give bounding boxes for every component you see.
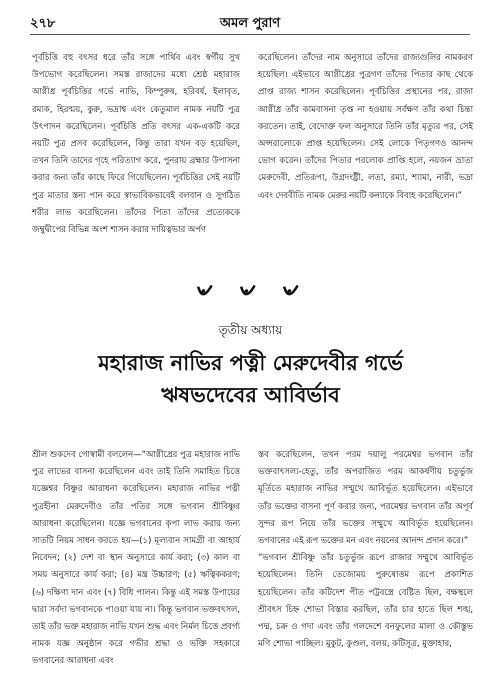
text-column-top-right [258, 50, 473, 205]
paragraph: করেছিলেন। তাঁদের নাম অনুসারে তাঁদের রাজ্যগুলির নামকরণ হয়েছিল। এইভাবে আগ্নীধ্রের পুত্রগণ তাঁদের পিতার কাছ থেকে প্রাপ্ত রাজ্য শাসন করেছিলেন। পূর্বচিত্তির প্রস্থানের পর, রাজা আগ্নীধ্র তাঁর কামবাসনা তৃপ্ত না হওয়ায় সর্বক্ষণ তাঁর কথা চিন্তা করতেন। তাই, বেদোক্ত ফল অনুসারে তিনি তাঁর মৃত্যুর পর, সেই অপ্সরালোকে প্রাপ্ত হয়েছিলেন। সেই লোকে পিতৃগণও আনন্দ ভোগ করেন। তাঁদের পিতার পরলোক প্রাপ্তি হলে, নয়জন ভ্রাতা মেরুদেবী, প্রতিরূপা, উগ্রদংষ্ট্রী, লতা, রম্যা, শ্যামা, নারী, ভদ্রা এবং দেববীতি নামক মেরুর নয়টি কন্যাকে বিবাহ করেছিলেন।” [258, 53, 473, 201]
section-ornament [0, 273, 501, 311]
ornament-glyph: ৺ [193, 278, 211, 311]
ornament-glyph: ৺ [279, 278, 297, 311]
text-column-bottom-left [32, 447, 240, 671]
text-column-top-left [32, 50, 240, 239]
chapter-number: তৃতীয় অধ্যায় [218, 323, 283, 337]
paragraph: পূর্বচিত্তি বহু বৎসর ধরে তাঁর সঙ্গে পার্থিব এবং স্বর্গীয় সুখ উপভোগ করেছিলেন। সমস্ত রাজাদের মধ্যে শ্রেষ্ঠ মহারাজ আগ্নীধ্র পূর্বচিত্তির গর্ভে নাভি, কিম্পুরুষ, হরিবর্ষ, ইলাবৃত, রম্যক, হিরণ্ময়, কুরু, ভদ্রাশ্ব এবং কেতুমাল নামক নয়টি পুত্র উৎপাদন করেছিলেন। পূর্বচিত্তি প্রতি বৎসর এক-একটি করে নয়টি পুত্র প্রসব করেছিলেন, কিন্তু তারা যখন বড় হয়েছিল, তখন তিনি তাদের গৃহে পরিত্যাগ করে, পুনরায় ব্রহ্মার উপাসনা করার জন্য তাঁর কাছে ফিরে গিয়েছিলেন। পূর্বচিত্তির সেই নয়টি পুত্র মাতার স্তন্য পান করে স্বাভাবিকভাবেই বলবান ও সুগঠিত শরীর লাভ করেছিলেন। তাঁদের পিতা তাঁদের প্রত্যেককে জম্বুদ্বীপের বিভিন্ন অংশ শাসন করার দায়িত্বভার অর্পণ [32, 53, 240, 236]
paragraph: শ্রীল শুকদেব গোস্বামী বললেন—“আগ্নীধ্রের পুত্র মহারাজ নাভি পুত্র লাভের বাসনা করেছিলেন এবং তাই তিনি সমাহিত চিত্তে যজ্ঞেশ্বর বিষ্ণুর আরাধনা করেছিলেন। মহারাজ নাভির পত্নী পুত্রহীনা মেরুদেবীও তাঁর পতির সঙ্গে ভগবান শ্রীবিষ্ণুর আরাধনা করেছিলেন। যজ্ঞে ভগবানের কৃপা লাভ করার জন্য সাতটি নিয়ম সাধন করতে হয়—(১) মূল্যবান সামগ্রী বা আহার্য নিবেদন; (২) দেশ বা স্থান অনুসারে কার্য করা; (৩) কাল বা সময় অনুসারে কার্য করা; (৪) মন্ত্র উচ্চারণ; (৫) ঋত্বিককরণ; (৬) দক্ষিণা দান এবং (৭) বিধি পালন। কিন্তু এই সমস্ত উপায়ের দ্বারা সর্বদা ভগবানকে পাওয়া যায় না। কিন্তু ভগবান ভক্তবৎসল, তাই তাঁর ভক্ত মহারাজ নাভি যখন শুদ্ধ এবং নির্মল চিত্তে প্রবর্গ্য নামক যজ্ঞ অনুষ্ঠান করে গভীর শ্রদ্ধা ও ভক্তি সহকারে ভগবানের আরাধনা এবং [32, 450, 240, 667]
page-header [30, 14, 470, 35]
chapter-title [0, 347, 501, 411]
running-title: অমল পুরাণ [219, 16, 281, 31]
chapter-title-line: ঋষভদেবের আবির্ভাব [161, 383, 340, 407]
text-column-bottom-right [258, 447, 473, 653]
ornament-glyph: ৺ [236, 278, 254, 311]
chapter-title-line: মহারাজ নাভির পত্নী মেরুদেবীর গর্ভে [98, 351, 403, 375]
page-number: ২৭৮ [30, 16, 56, 31]
paragraph: স্তব করেছিলেন, তখন পরম দয়ালু পরমেশ্বর ভগবান তাঁর ভক্তবাৎসল্য-হেতু, তাঁর অপরাজিত পরম আকর্ষণীয় চতুর্ভুজ মূর্তিতে মহারাজ নাভির সম্মুখে আবির্ভূত হয়েছিলেন। এইভাবে তাঁর ভক্তের বাসনা পূর্ণ করার জন্য, পরমেশ্বর ভগবান তাঁর অপূর্ব সুন্দর রূপ নিয়ে তাঁর ভক্তের সম্মুখে আবির্ভূত হয়েছিলেন। ভগবানের এই রূপ ভক্তের মন এবং নয়নের আনন্দ প্রদান করে।” “ভগবান শ্রীবিষ্ণু তাঁর চতুর্ভুজ রূপে রাজার সম্মুখে আবির্ভূত হয়েছিলেন। তিনি তেজোময় পুরুষোত্তম রূপে প্রকাশিত হয়েছিলেন। তাঁর কটিদেশ পীত পট্টবস্ত্রে বেষ্টিত ছিল, বক্ষস্থলে শ্রীবৎস চিহ্ন শোভা বিস্তার করছিল, তাঁর চার হাতে ছিল শঙ্খ, পদ্ম, চক্র ও গদা এবং তাঁর গলদেশে বনফুলের মালা ও কৌস্তুভ মণি শোভা পাচ্ছিল। মুকুট, কুণ্ডল, বলয়, কটিসূত্র, মুক্তাহার, [258, 450, 473, 650]
